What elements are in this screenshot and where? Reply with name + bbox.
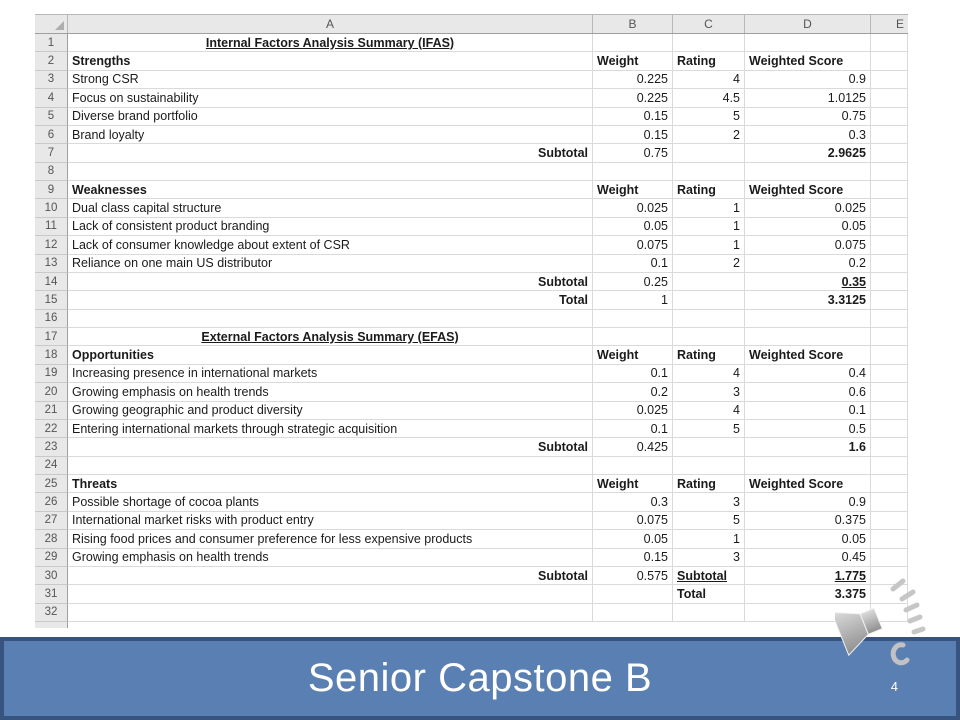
cell-D29: 0.45 [745, 549, 871, 567]
cell-A27: International market risks with product entry [68, 512, 593, 530]
row-number: 1 [35, 34, 68, 52]
cell-C4: 4.5 [673, 89, 745, 107]
sheet-row [35, 493, 908, 511]
cell-A30: Subtotal [68, 567, 593, 585]
sheet-row [35, 218, 908, 236]
cell-D25: Weighted Score [745, 475, 871, 493]
row-number: 9 [35, 181, 68, 199]
cell-C5: 5 [673, 108, 745, 126]
sheet-row [35, 438, 908, 456]
cell-D28: 0.05 [745, 530, 871, 548]
cell-C18: Rating [673, 346, 745, 364]
sheet-row [35, 549, 908, 567]
cell-B16 [593, 310, 673, 328]
cell-D20: 0.6 [745, 383, 871, 401]
cell-B3: 0.225 [593, 71, 673, 89]
cell-A14: Subtotal [68, 273, 593, 291]
sheet-row [35, 328, 908, 346]
cell-A32 [68, 604, 593, 622]
sheet-row [35, 567, 908, 585]
cell-B21: 0.025 [593, 402, 673, 420]
row-number: 7 [35, 144, 68, 162]
sheet-rows [35, 34, 908, 622]
cell-A9: Weaknesses [68, 181, 593, 199]
cell-D24 [745, 457, 871, 475]
cell-B11: 0.05 [593, 218, 673, 236]
cell-D19: 0.4 [745, 365, 871, 383]
cell-C24 [673, 457, 745, 475]
cell-D15: 3.3125 [745, 291, 871, 309]
cell-A13: Reliance on one main US distributor [68, 255, 593, 273]
cell-A11: Lack of consistent product branding [68, 218, 593, 236]
sheet-row [35, 108, 908, 126]
row-number: 32 [35, 604, 68, 622]
audio-speaker-icon[interactable] [835, 575, 960, 670]
cell-B14: 0.25 [593, 273, 673, 291]
cell-A10: Dual class capital structure [68, 199, 593, 217]
cell-A2: Strengths [68, 52, 593, 70]
row-number: 21 [35, 402, 68, 420]
row-number: 29 [35, 549, 68, 567]
cell-A18: Opportunities [68, 346, 593, 364]
sheet-row [35, 34, 908, 52]
cell-B26: 0.3 [593, 493, 673, 511]
cell-E6 [871, 126, 908, 144]
cell-E12 [871, 236, 908, 254]
column-header-e: E [895, 17, 904, 31]
cell-C30: Subtotal [673, 567, 745, 585]
cell-D27: 0.375 [745, 512, 871, 530]
cell-A16 [68, 310, 593, 328]
cell-C8 [673, 163, 745, 181]
row-number: 13 [35, 255, 68, 273]
cell-B27: 0.075 [593, 512, 673, 530]
cell-B4: 0.225 [593, 89, 673, 107]
cell-C27: 5 [673, 512, 745, 530]
row-number: 20 [35, 383, 68, 401]
cell-B20: 0.2 [593, 383, 673, 401]
row-number: 25 [35, 475, 68, 493]
cell-E10 [871, 199, 908, 217]
sheet-row [35, 255, 908, 273]
cell-C1 [673, 34, 745, 52]
cell-A26: Possible shortage of cocoa plants [68, 493, 593, 511]
cell-B28: 0.05 [593, 530, 673, 548]
row-number: 6 [35, 126, 68, 144]
cell-C10: 1 [673, 199, 745, 217]
cell-C15 [673, 291, 745, 309]
cell-B1 [593, 34, 673, 52]
cell-A7: Subtotal [68, 144, 593, 162]
cell-C23 [673, 438, 745, 456]
cell-E13 [871, 255, 908, 273]
sheet-row [35, 365, 908, 383]
cell-E3 [871, 71, 908, 89]
cell-B12: 0.075 [593, 236, 673, 254]
cell-E25 [871, 475, 908, 493]
row-number: 19 [35, 365, 68, 383]
cell-C29: 3 [673, 549, 745, 567]
cell-C31: Total [673, 585, 745, 603]
cell-A21: Growing geographic and product diversity [68, 402, 593, 420]
cell-D2: Weighted Score [745, 52, 871, 70]
sheet-row [35, 383, 908, 401]
cell-B31 [593, 585, 673, 603]
cell-E7 [871, 144, 908, 162]
column-header-d: D [745, 15, 871, 33]
cell-E11 [871, 218, 908, 236]
row-number: 22 [35, 420, 68, 438]
cell-B15: 1 [593, 291, 673, 309]
cell-B10: 0.025 [593, 199, 673, 217]
sheet-row [35, 273, 908, 291]
cell-D26: 0.9 [745, 493, 871, 511]
sheet-row [35, 402, 908, 420]
cell-E4 [871, 89, 908, 107]
cell-E20 [871, 383, 908, 401]
cell-A31 [68, 585, 593, 603]
cell-A28: Rising food prices and consumer preference for less expensive products [68, 530, 593, 548]
cell-E21 [871, 402, 908, 420]
cell-C13: 2 [673, 255, 745, 273]
row-number: 2 [35, 52, 68, 70]
cell-D18: Weighted Score [745, 346, 871, 364]
cell-E15 [871, 291, 908, 309]
cell-D1 [745, 34, 871, 52]
row-number: 12 [35, 236, 68, 254]
cell-C16 [673, 310, 745, 328]
cell-E14 [871, 273, 908, 291]
page-number: 4 [890, 679, 898, 694]
row-number: 14 [35, 273, 68, 291]
cell-B7: 0.75 [593, 144, 673, 162]
cell-E19 [871, 365, 908, 383]
cell-D31: 3.375 [745, 585, 871, 603]
row-number: 30 [35, 567, 68, 585]
cell-E29 [871, 549, 908, 567]
cell-C19: 4 [673, 365, 745, 383]
cell-B25: Weight [593, 475, 673, 493]
sheet-row [35, 163, 908, 181]
cell-A1: Internal Factors Analysis Summary (IFAS) [68, 34, 593, 52]
cell-E24 [871, 457, 908, 475]
row-number: 15 [35, 291, 68, 309]
cell-D11: 0.05 [745, 218, 871, 236]
cell-D14: 0.35 [745, 273, 871, 291]
row-number: 26 [35, 493, 68, 511]
cell-D22: 0.5 [745, 420, 871, 438]
cell-A5: Diverse brand portfolio [68, 108, 593, 126]
column-header-a: A [68, 15, 593, 33]
cell-B6: 0.15 [593, 126, 673, 144]
cell-C3: 4 [673, 71, 745, 89]
row-number: 27 [35, 512, 68, 530]
select-all-triangle-icon [55, 21, 64, 30]
sheet-row [35, 585, 908, 603]
cell-D8 [745, 163, 871, 181]
sheet-row [35, 181, 908, 199]
cell-B24 [593, 457, 673, 475]
cell-B17 [593, 328, 673, 346]
row-number: 24 [35, 457, 68, 475]
cell-E27 [871, 512, 908, 530]
sheet-row [35, 52, 908, 70]
cell-D9: Weighted Score [745, 181, 871, 199]
sheet-row [35, 126, 908, 144]
cell-D30: 1.775 [745, 567, 871, 585]
cell-C11: 1 [673, 218, 745, 236]
cell-A25: Threats [68, 475, 593, 493]
sheet-row [35, 457, 908, 475]
select-all-corner [35, 15, 68, 33]
cell-C14 [673, 273, 745, 291]
cell-E9 [871, 181, 908, 199]
cell-C26: 3 [673, 493, 745, 511]
cell-D13: 0.2 [745, 255, 871, 273]
cell-A8 [68, 163, 593, 181]
cell-E26 [871, 493, 908, 511]
cell-E8 [871, 163, 908, 181]
sheet-row [35, 291, 908, 309]
cell-B30: 0.575 [593, 567, 673, 585]
cell-A23: Subtotal [68, 438, 593, 456]
cell-B29: 0.15 [593, 549, 673, 567]
sheet-row [35, 420, 908, 438]
column-header-b: B [593, 15, 673, 33]
footer-banner [0, 637, 960, 720]
sheet-row [35, 236, 908, 254]
column-header-row [35, 14, 908, 34]
cell-D5: 0.75 [745, 108, 871, 126]
slide-title: Senior Capstone B [307, 656, 653, 700]
cell-C32 [673, 604, 745, 622]
cell-B18: Weight [593, 346, 673, 364]
cell-E23 [871, 438, 908, 456]
cell-A6: Brand loyalty [68, 126, 593, 144]
sheet-row [35, 512, 908, 530]
sheet-row [35, 310, 908, 328]
cell-A17: External Factors Analysis Summary (EFAS) [68, 328, 593, 346]
cell-D7: 2.9625 [745, 144, 871, 162]
cell-B8 [593, 163, 673, 181]
cell-E18 [871, 346, 908, 364]
cell-D23: 1.6 [745, 438, 871, 456]
cell-D12: 0.075 [745, 236, 871, 254]
cell-C17 [673, 328, 745, 346]
cell-A20: Growing emphasis on health trends [68, 383, 593, 401]
cell-D4: 1.0125 [745, 89, 871, 107]
cell-E28 [871, 530, 908, 548]
cell-C2: Rating [673, 52, 745, 70]
cell-B13: 0.1 [593, 255, 673, 273]
sheet-row [35, 199, 908, 217]
column-header-c: C [673, 15, 745, 33]
row-number: 16 [35, 310, 68, 328]
cell-A12: Lack of consumer knowledge about extent of CSR [68, 236, 593, 254]
cell-C25: Rating [673, 475, 745, 493]
cell-E22 [871, 420, 908, 438]
cell-C6: 2 [673, 126, 745, 144]
cell-E5 [871, 108, 908, 126]
cell-C21: 4 [673, 402, 745, 420]
sheet-row [35, 530, 908, 548]
row-33-stub [35, 622, 68, 628]
cell-A29: Growing emphasis on health trends [68, 549, 593, 567]
sheet-row [35, 475, 908, 493]
row-number: 10 [35, 199, 68, 217]
row-number: 3 [35, 71, 68, 89]
cell-A22: Entering international markets through strategic acquisition [68, 420, 593, 438]
cell-D10: 0.025 [745, 199, 871, 217]
sheet-row [35, 71, 908, 89]
sheet-row [35, 89, 908, 107]
cell-C9: Rating [673, 181, 745, 199]
cell-E2 [871, 52, 908, 70]
row-number: 17 [35, 328, 68, 346]
cell-C7 [673, 144, 745, 162]
row-number: 5 [35, 108, 68, 126]
row-number: 18 [35, 346, 68, 364]
spreadsheet [35, 14, 908, 628]
cell-D3: 0.9 [745, 71, 871, 89]
row-number: 31 [35, 585, 68, 603]
cell-A4: Focus on sustainability [68, 89, 593, 107]
cell-A3: Strong CSR [68, 71, 593, 89]
row-number: 28 [35, 530, 68, 548]
cell-D17 [745, 328, 871, 346]
sheet-row [35, 604, 908, 622]
cell-D6: 0.3 [745, 126, 871, 144]
cell-C20: 3 [673, 383, 745, 401]
row-number: 8 [35, 163, 68, 181]
cell-B23: 0.425 [593, 438, 673, 456]
cell-E1 [871, 34, 908, 52]
cell-B2: Weight [593, 52, 673, 70]
cell-D21: 0.1 [745, 402, 871, 420]
cell-A19: Increasing presence in international markets [68, 365, 593, 383]
cell-A24 [68, 457, 593, 475]
sheet-row [35, 346, 908, 364]
cell-D16 [745, 310, 871, 328]
row-number: 11 [35, 218, 68, 236]
cell-E17 [871, 328, 908, 346]
row-number: 23 [35, 438, 68, 456]
cell-C22: 5 [673, 420, 745, 438]
sheet-row [35, 144, 908, 162]
cell-B9: Weight [593, 181, 673, 199]
cell-B5: 0.15 [593, 108, 673, 126]
cell-B32 [593, 604, 673, 622]
cell-A15: Total [68, 291, 593, 309]
cell-B22: 0.1 [593, 420, 673, 438]
cell-C28: 1 [673, 530, 745, 548]
cell-C12: 1 [673, 236, 745, 254]
row-number: 4 [35, 89, 68, 107]
cell-B19: 0.1 [593, 365, 673, 383]
cell-E16 [871, 310, 908, 328]
